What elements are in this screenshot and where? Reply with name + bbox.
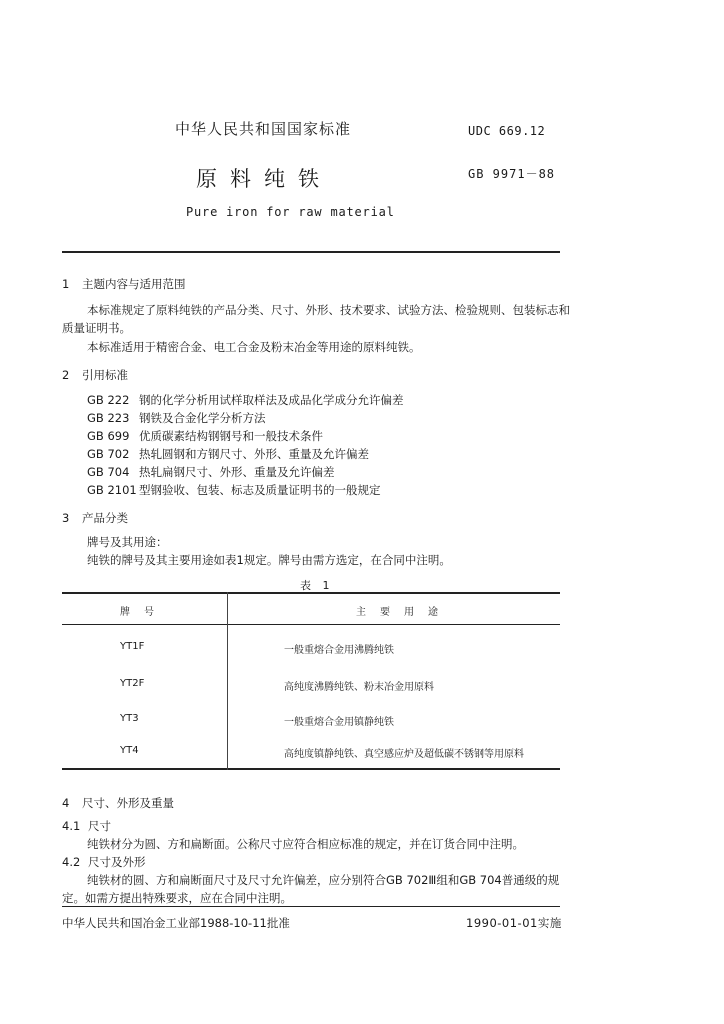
section-1-para-1-line-1: 本标准规定了原料纯铁的产品分类、尺寸、外形、技术要求、试验方法、检验规则、包装标志和 xyxy=(87,303,570,317)
section-3-line-1: 牌号及其用途： xyxy=(87,535,168,549)
section-3-line-2: 纯铁的牌号及其主要用途如表1规定。牌号由需方选定，在合同中注明。 xyxy=(87,553,451,567)
table-bottom-border xyxy=(62,768,560,770)
subsection-4-1-text: 纯铁材分为圆、方和扁断面。公称尺寸应符合相应标准的规定，并在订货合同中注明。 xyxy=(87,837,524,851)
table-column-divider xyxy=(227,592,228,770)
table-cell-grade: YT4 xyxy=(120,745,139,756)
reference-code: GB 2101 xyxy=(87,483,137,497)
subsection-4-2-line-1: 纯铁材的圆、方和扁断面尺寸及尺寸允许偏差，应分别符合GB 702Ⅲ组和GB 704普通级的规 xyxy=(87,873,560,887)
reference-row xyxy=(87,446,369,462)
subsection-number: 4.1 xyxy=(62,819,81,833)
subsection-title: 尺寸 xyxy=(88,819,111,833)
reference-title: 钢的化学分析用试样取样法及成品化学成分允许偏差 xyxy=(139,393,404,407)
reference-code: GB 702 xyxy=(87,447,130,461)
reference-title: 热轧扁钢尺寸、外形、重量及允许偏差 xyxy=(139,465,335,479)
header-divider xyxy=(62,251,560,253)
section-title: 尺寸、外形及重量 xyxy=(82,796,174,810)
reference-title: 型钢验收、包装、标志及质量证明书的一般规定 xyxy=(139,483,381,497)
table-header-usage: 主 要 用 途 xyxy=(356,607,440,618)
section-1-heading xyxy=(62,276,186,292)
table-top-border xyxy=(62,592,560,594)
reference-code: GB 704 xyxy=(87,465,130,479)
udc-code: UDC 669.12 xyxy=(468,124,546,138)
document-title-en: Pure iron for raw material xyxy=(186,205,395,219)
effective-date: 1990-01-01实施 xyxy=(466,916,562,930)
table-cell-usage: 一般重熔合金用镇静纯铁 xyxy=(284,717,394,728)
reference-code: GB 222 xyxy=(87,393,130,407)
reference-row xyxy=(87,482,381,498)
subsection-4-2-heading xyxy=(62,854,146,870)
section-3-heading xyxy=(62,510,128,526)
section-2-heading xyxy=(62,367,128,383)
section-number: 2 xyxy=(62,368,70,382)
subsection-4-2-line-2: 定。如需方提出特殊要求，应在合同中注明。 xyxy=(62,891,292,905)
table-cell-grade: YT3 xyxy=(120,713,139,724)
gb-standard-number: GB 9971－88 xyxy=(468,167,556,181)
section-1-para-1-line-2: 质量证明书。 xyxy=(62,321,131,335)
reference-code: GB 699 xyxy=(87,429,130,443)
reference-row xyxy=(87,410,266,426)
table-cell-grade: YT1F xyxy=(120,641,145,652)
table-cell-grade: YT2F xyxy=(120,678,145,689)
table-header-divider xyxy=(62,624,560,625)
section-title: 主题内容与适用范围 xyxy=(82,277,186,291)
section-1-para-2: 本标准适用于精密合金、电工合金及粉末冶金等用途的原料纯铁。 xyxy=(87,340,421,354)
subsection-number: 4.2 xyxy=(62,855,81,869)
reference-code: GB 223 xyxy=(87,411,130,425)
document-title-cn: 原料纯铁 xyxy=(196,167,332,191)
section-4-heading xyxy=(62,795,174,811)
table-cell-usage: 高纯度沸腾纯铁、粉末冶金用原料 xyxy=(284,682,434,693)
reference-title: 热轧圆钢和方钢尺寸、外形、重量及允许偏差 xyxy=(139,447,369,461)
reference-title: 优质碳素结构钢钢号和一般技术条件 xyxy=(139,429,323,443)
approval-line: 中华人民共和国冶金工业部1988-10-11批准 xyxy=(62,916,290,930)
subsection-title: 尺寸及外形 xyxy=(88,855,146,869)
table-cell-usage: 高纯度镇静纯铁、真空感应炉及超低碳不锈钢等用原料 xyxy=(284,749,524,760)
section-number: 3 xyxy=(62,511,70,525)
footer-divider xyxy=(62,906,560,907)
section-number: 4 xyxy=(62,796,70,810)
section-title: 产品分类 xyxy=(82,511,128,525)
table-header-grade: 牌 号 xyxy=(120,607,156,618)
reference-row xyxy=(87,464,335,480)
table-caption: 表 1 xyxy=(300,579,334,592)
reference-row xyxy=(87,428,323,444)
table-cell-usage: 一般重熔合金用沸腾纯铁 xyxy=(284,645,394,656)
grade-usage-table xyxy=(62,592,560,770)
reference-row xyxy=(87,392,404,408)
section-number: 1 xyxy=(62,277,70,291)
section-title: 引用标准 xyxy=(82,368,128,382)
subsection-4-1-heading xyxy=(62,818,111,834)
issuing-country-standard: 中华人民共和国国家标准 xyxy=(175,120,352,138)
reference-title: 钢铁及合金化学分析方法 xyxy=(139,411,266,425)
